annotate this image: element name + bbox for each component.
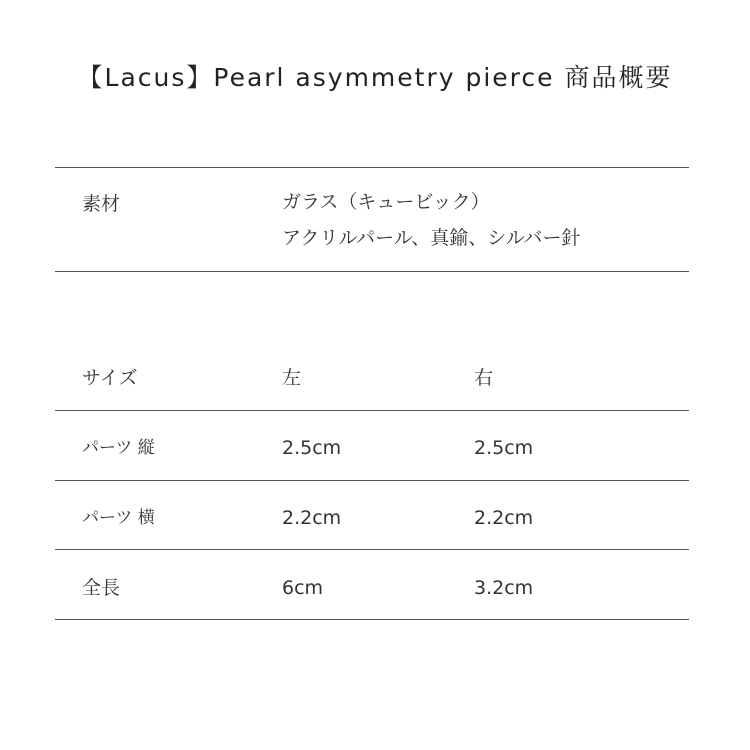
size-header-divider (55, 410, 689, 411)
row-left-value: 2.5cm (282, 437, 342, 459)
size-header-left: 左 (282, 367, 302, 389)
table-top-divider (55, 167, 689, 168)
size-header-right: 右 (474, 367, 494, 389)
row-left-value: 2.2cm (282, 507, 342, 529)
row-divider (55, 549, 689, 550)
material-line-1: ガラス（キュービック） (282, 191, 490, 213)
row-right-value: 3.2cm (474, 577, 534, 599)
size-header-label: サイズ (82, 367, 138, 389)
table-bottom-divider (55, 619, 689, 620)
material-label: 素材 (82, 193, 121, 215)
page-title: 【Lacus】Pearl asymmetry pierce 商品概要 (77, 63, 673, 92)
row-right-value: 2.2cm (474, 507, 534, 529)
row-divider (55, 480, 689, 481)
row-label: 全長 (82, 577, 121, 599)
row-right-value: 2.5cm (474, 437, 534, 459)
row-label: パーツ 横 (82, 508, 155, 528)
row-label: パーツ 縦 (82, 438, 155, 458)
row-left-value: 6cm (282, 577, 324, 599)
material-line-2: アクリルパール、真鍮、シルバー針 (282, 227, 581, 249)
material-bottom-divider (55, 271, 689, 272)
